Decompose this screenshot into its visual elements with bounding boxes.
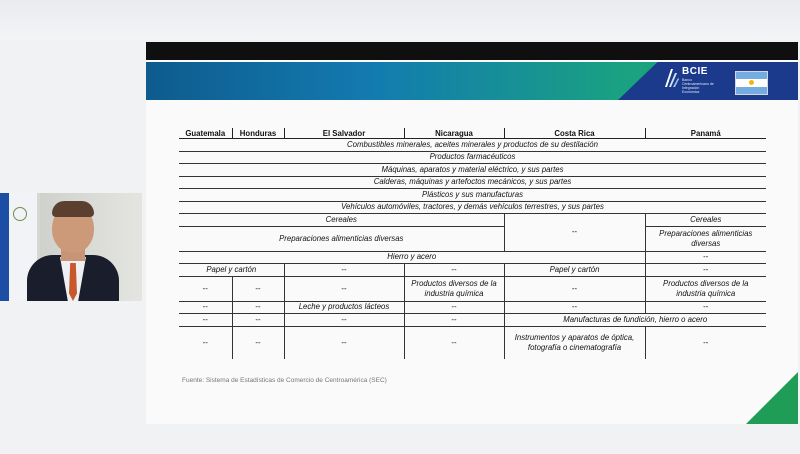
cell-fundicion-honduras: -- [232, 314, 284, 327]
table-header-row [179, 128, 766, 139]
cell-fundicion-el-salvador: -- [284, 314, 404, 327]
cell-cereales-costa-rica: -- [504, 214, 645, 252]
logo-subtitle: Banco Centroamericano de Integración Económica [682, 78, 714, 94]
cell-instrumentos-guatemala: -- [202, 337, 208, 347]
cell-maquinas: Máquinas, aparatos y material eléctrico, y sus partes [179, 164, 766, 177]
flag-emblem-icon [13, 207, 27, 221]
cell-fundicion-nicaragua: -- [404, 314, 504, 327]
cell-leche-el-salvador: Leche y productos lácteos [284, 301, 404, 314]
cell-instrumentos-costa-rica: Instrumentos y aparatos de óptica, fotografía o cinematografía [504, 326, 645, 359]
cell-quimica-costa-rica: -- [504, 276, 645, 301]
table-row [179, 214, 766, 227]
table-row [179, 314, 766, 327]
table-row [179, 251, 766, 264]
cell-quimica-panama: Productos diversos de la industria química [645, 276, 766, 301]
cell-preparaciones: Preparaciones alimenticias diversas [179, 226, 504, 251]
argentina-flag-icon [735, 71, 768, 95]
slide-top-bar [146, 42, 798, 60]
cell-quimica-guatemala: -- [179, 276, 232, 301]
table-row [179, 276, 766, 301]
cell-papel-nicaragua: -- [404, 264, 504, 277]
window-background [0, 0, 800, 40]
table-row [179, 151, 766, 164]
logo-name: BCIE [682, 66, 708, 77]
col-nicaragua: Nicaragua [404, 128, 504, 139]
exports-table [179, 128, 766, 359]
col-guatemala: Guatemala [179, 128, 232, 139]
cell-instrumentos-nicaragua: -- [404, 326, 504, 359]
bcie-logo-icon [664, 67, 679, 89]
cell-fundicion-guatemala: -- [179, 314, 232, 327]
table-row [179, 176, 766, 189]
cell-hierro-panama: -- [645, 251, 766, 264]
cell-vehiculos: Vehículos automóviles, tractores, y demás vehículos terrestres, y sus partes [179, 201, 766, 214]
cell-quimica-el-salvador: -- [284, 276, 404, 301]
cell-instrumentos-honduras: -- [232, 326, 284, 359]
cell-preparaciones-panama: Preparaciones alimenticias diversas [645, 226, 766, 251]
col-honduras: Honduras [232, 128, 284, 139]
cell-quimica-honduras: -- [232, 276, 284, 301]
cell-plasticos: Plásticos y sus manufacturas [179, 189, 766, 202]
cell-leche-nicaragua: -- [404, 301, 504, 314]
cell-leche-costa-rica: -- [504, 301, 645, 314]
participant-video-tile[interactable] [0, 193, 142, 301]
table-row [179, 201, 766, 214]
cell-leche-panama: -- [645, 301, 766, 314]
cell-cereales: Cereales [179, 214, 504, 227]
cell-papel-el-salvador: -- [284, 264, 404, 277]
cell-papel-gt-ho: Papel y cartón [179, 264, 284, 277]
speaker-hair [52, 201, 94, 217]
col-panama: Panamá [645, 128, 766, 139]
cell-hierro: Hierro y acero [179, 251, 645, 264]
presentation-slide [146, 42, 798, 424]
table-row [179, 189, 766, 202]
cell-combustibles: Combustibles minerales, aceites minerales y productos de su destilación [179, 139, 766, 152]
table-row [179, 301, 766, 314]
cell-instrumentos-el-salvador: -- [284, 326, 404, 359]
bcie-logo [664, 66, 716, 96]
cell-papel-costa-rica: Papel y cartón [504, 264, 645, 277]
table-row [179, 264, 766, 277]
table-row [179, 326, 766, 359]
speaker-tie [69, 263, 77, 301]
cell-fundicion-cr-pa: Manufacturas de fundición, hierro o acero [504, 314, 766, 327]
cell-farmaceuticos: Productos farmacéuticos [179, 151, 766, 164]
table-row [179, 139, 766, 152]
cell-instrumentos-panama: -- [645, 326, 766, 359]
table-row [179, 164, 766, 177]
table-row [179, 226, 766, 251]
cell-calderas: Calderas, máquinas y artefoctos mecánicos, y sus partes [179, 176, 766, 189]
cell-leche-guatemala: -- [179, 301, 232, 314]
cell-quimica-nicaragua: Productos diversos de la industria química [404, 276, 504, 301]
col-el-salvador: El Salvador [284, 128, 404, 139]
cell-papel-panama: -- [645, 264, 766, 277]
cell-leche-honduras: -- [232, 301, 284, 314]
col-costa-rica: Costa Rica [504, 128, 645, 139]
slide-corner-decoration [746, 372, 798, 424]
cell-cereales-panama: Cereales [645, 214, 766, 227]
slide-source-note: Fuente: Sistema de Estadísticas de Comercio de Centroamérica (SEC) [182, 377, 387, 384]
